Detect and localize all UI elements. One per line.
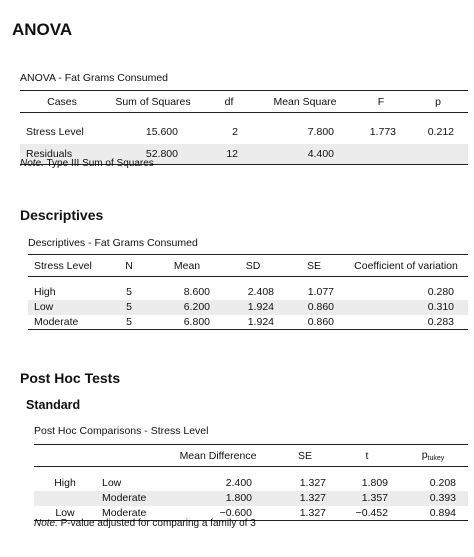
cell-mean-square: 4.400 <box>307 147 334 160</box>
note-label: Note. <box>20 158 44 169</box>
posthoc-heading: Post Hoc Tests <box>20 370 121 386</box>
cell-se: 1.327 <box>299 506 326 519</box>
note-label: Note. <box>34 518 58 529</box>
cell-mean: 6.200 <box>183 301 210 313</box>
anova-header-row <box>20 91 468 113</box>
col-header-cases: Cases <box>47 95 77 108</box>
cell-se: 0.860 <box>307 301 334 313</box>
cell-sum-of-squares: 52.800 <box>145 147 178 160</box>
cell-mean-difference: 2.400 <box>225 476 252 489</box>
col-header-group-1 <box>34 445 96 467</box>
cell-p-tukey: 0.894 <box>429 506 456 519</box>
cell-mean-difference: 1.800 <box>225 492 252 504</box>
cell-n: 5 <box>126 286 132 299</box>
cell-group-1 <box>34 491 96 506</box>
cell-stress-level: Moderate <box>34 315 79 328</box>
col-header-sd: SD <box>245 259 261 272</box>
posthoc-header-row <box>34 445 468 467</box>
anova-note <box>20 158 154 169</box>
col-header-sum-of-squares: Sum of Squares <box>115 95 191 108</box>
cell-cases: Residuals <box>26 147 73 160</box>
cell-sd: 1.924 <box>247 301 274 313</box>
cell-cases: Stress Level <box>26 126 84 139</box>
cell-stress-level: High <box>34 286 56 299</box>
anova-table-caption: ANOVA - Fat Grams Consumed <box>20 72 169 84</box>
cell-se: 0.860 <box>307 315 334 328</box>
p-tukey-label: p <box>421 449 428 461</box>
cell-se: 1.077 <box>307 286 334 299</box>
cell-f <box>354 144 408 165</box>
cell-n: 5 <box>126 315 132 328</box>
cell-df: 2 <box>232 126 238 139</box>
anova-heading: ANOVA <box>12 20 73 39</box>
table-row <box>28 315 468 330</box>
col-header-se: SE <box>306 259 321 272</box>
cell-group-1: Low <box>55 506 75 519</box>
cell-p-tukey: 0.393 <box>429 492 456 504</box>
cell-p: 0.212 <box>427 126 454 139</box>
col-header-p: p <box>435 95 441 108</box>
cell-se: 1.327 <box>299 476 326 489</box>
cell-cv: 0.310 <box>427 301 454 313</box>
cell-mean: 6.800 <box>183 315 210 328</box>
col-header-mean-square: Mean Square <box>273 95 337 108</box>
col-header-se: SE <box>297 449 312 462</box>
table-row <box>34 491 468 506</box>
cell-f: 1.773 <box>369 126 396 139</box>
posthoc-note <box>34 518 256 529</box>
table-row <box>28 300 468 315</box>
cell-t: 1.809 <box>361 476 388 489</box>
cell-n: 5 <box>126 301 132 313</box>
col-header-stress-level: Stress Level <box>34 259 92 272</box>
cell-sum-of-squares: 15.600 <box>145 126 178 139</box>
descriptives-header-row <box>28 255 468 277</box>
descriptives-heading: Descriptives <box>20 207 104 223</box>
cell-df: 12 <box>226 147 238 160</box>
col-header-n: N <box>125 259 133 272</box>
cell-mean: 8.600 <box>183 286 210 299</box>
posthoc-table <box>34 444 468 521</box>
cell-t: −0.452 <box>355 506 388 519</box>
col-header-t: t <box>365 449 369 462</box>
anova-table <box>20 90 468 165</box>
cell-sd: 2.408 <box>247 286 274 299</box>
cell-mean-square: 7.800 <box>307 126 334 139</box>
cell-cv: 0.283 <box>427 315 454 328</box>
col-header-group-2 <box>96 445 162 467</box>
col-header-p-tukey <box>398 445 468 467</box>
p-tukey-subscript: tukey <box>427 455 445 462</box>
cell-p <box>408 144 468 165</box>
posthoc-table-caption: Post Hoc Comparisons - Stress Level <box>34 425 209 437</box>
cell-cv: 0.280 <box>427 286 454 299</box>
cell-t: 1.357 <box>361 492 388 504</box>
table-row <box>20 113 468 144</box>
col-header-mean: Mean <box>173 259 201 272</box>
cell-p-tukey: 0.208 <box>429 476 456 489</box>
col-header-coefficient-of-variation: Coefficient of variation <box>354 259 458 272</box>
descriptives-table-caption: Descriptives - Fat Grams Consumed <box>28 237 198 249</box>
cell-se: 1.327 <box>299 492 326 504</box>
cell-group-2: Low <box>102 476 122 489</box>
cell-stress-level: Low <box>34 301 54 313</box>
cell-mean-difference: −0.600 <box>219 506 252 519</box>
descriptives-table <box>28 254 468 330</box>
cell-group-1: High <box>54 476 76 489</box>
posthoc-subheading: Standard <box>26 398 81 412</box>
note-text: Type III Sum of Squares <box>43 158 154 169</box>
cell-sd: 1.924 <box>247 315 274 328</box>
table-row <box>28 277 468 300</box>
cell-group-2: Moderate <box>102 492 147 504</box>
cell-group-2: Moderate <box>102 506 147 519</box>
table-row <box>34 467 468 491</box>
col-header-mean-difference: Mean Difference <box>179 449 257 462</box>
col-header-df: df <box>224 95 234 108</box>
col-header-f: F <box>377 95 385 108</box>
note-text: P-value adjusted for comparing a family of 3 <box>57 518 256 529</box>
